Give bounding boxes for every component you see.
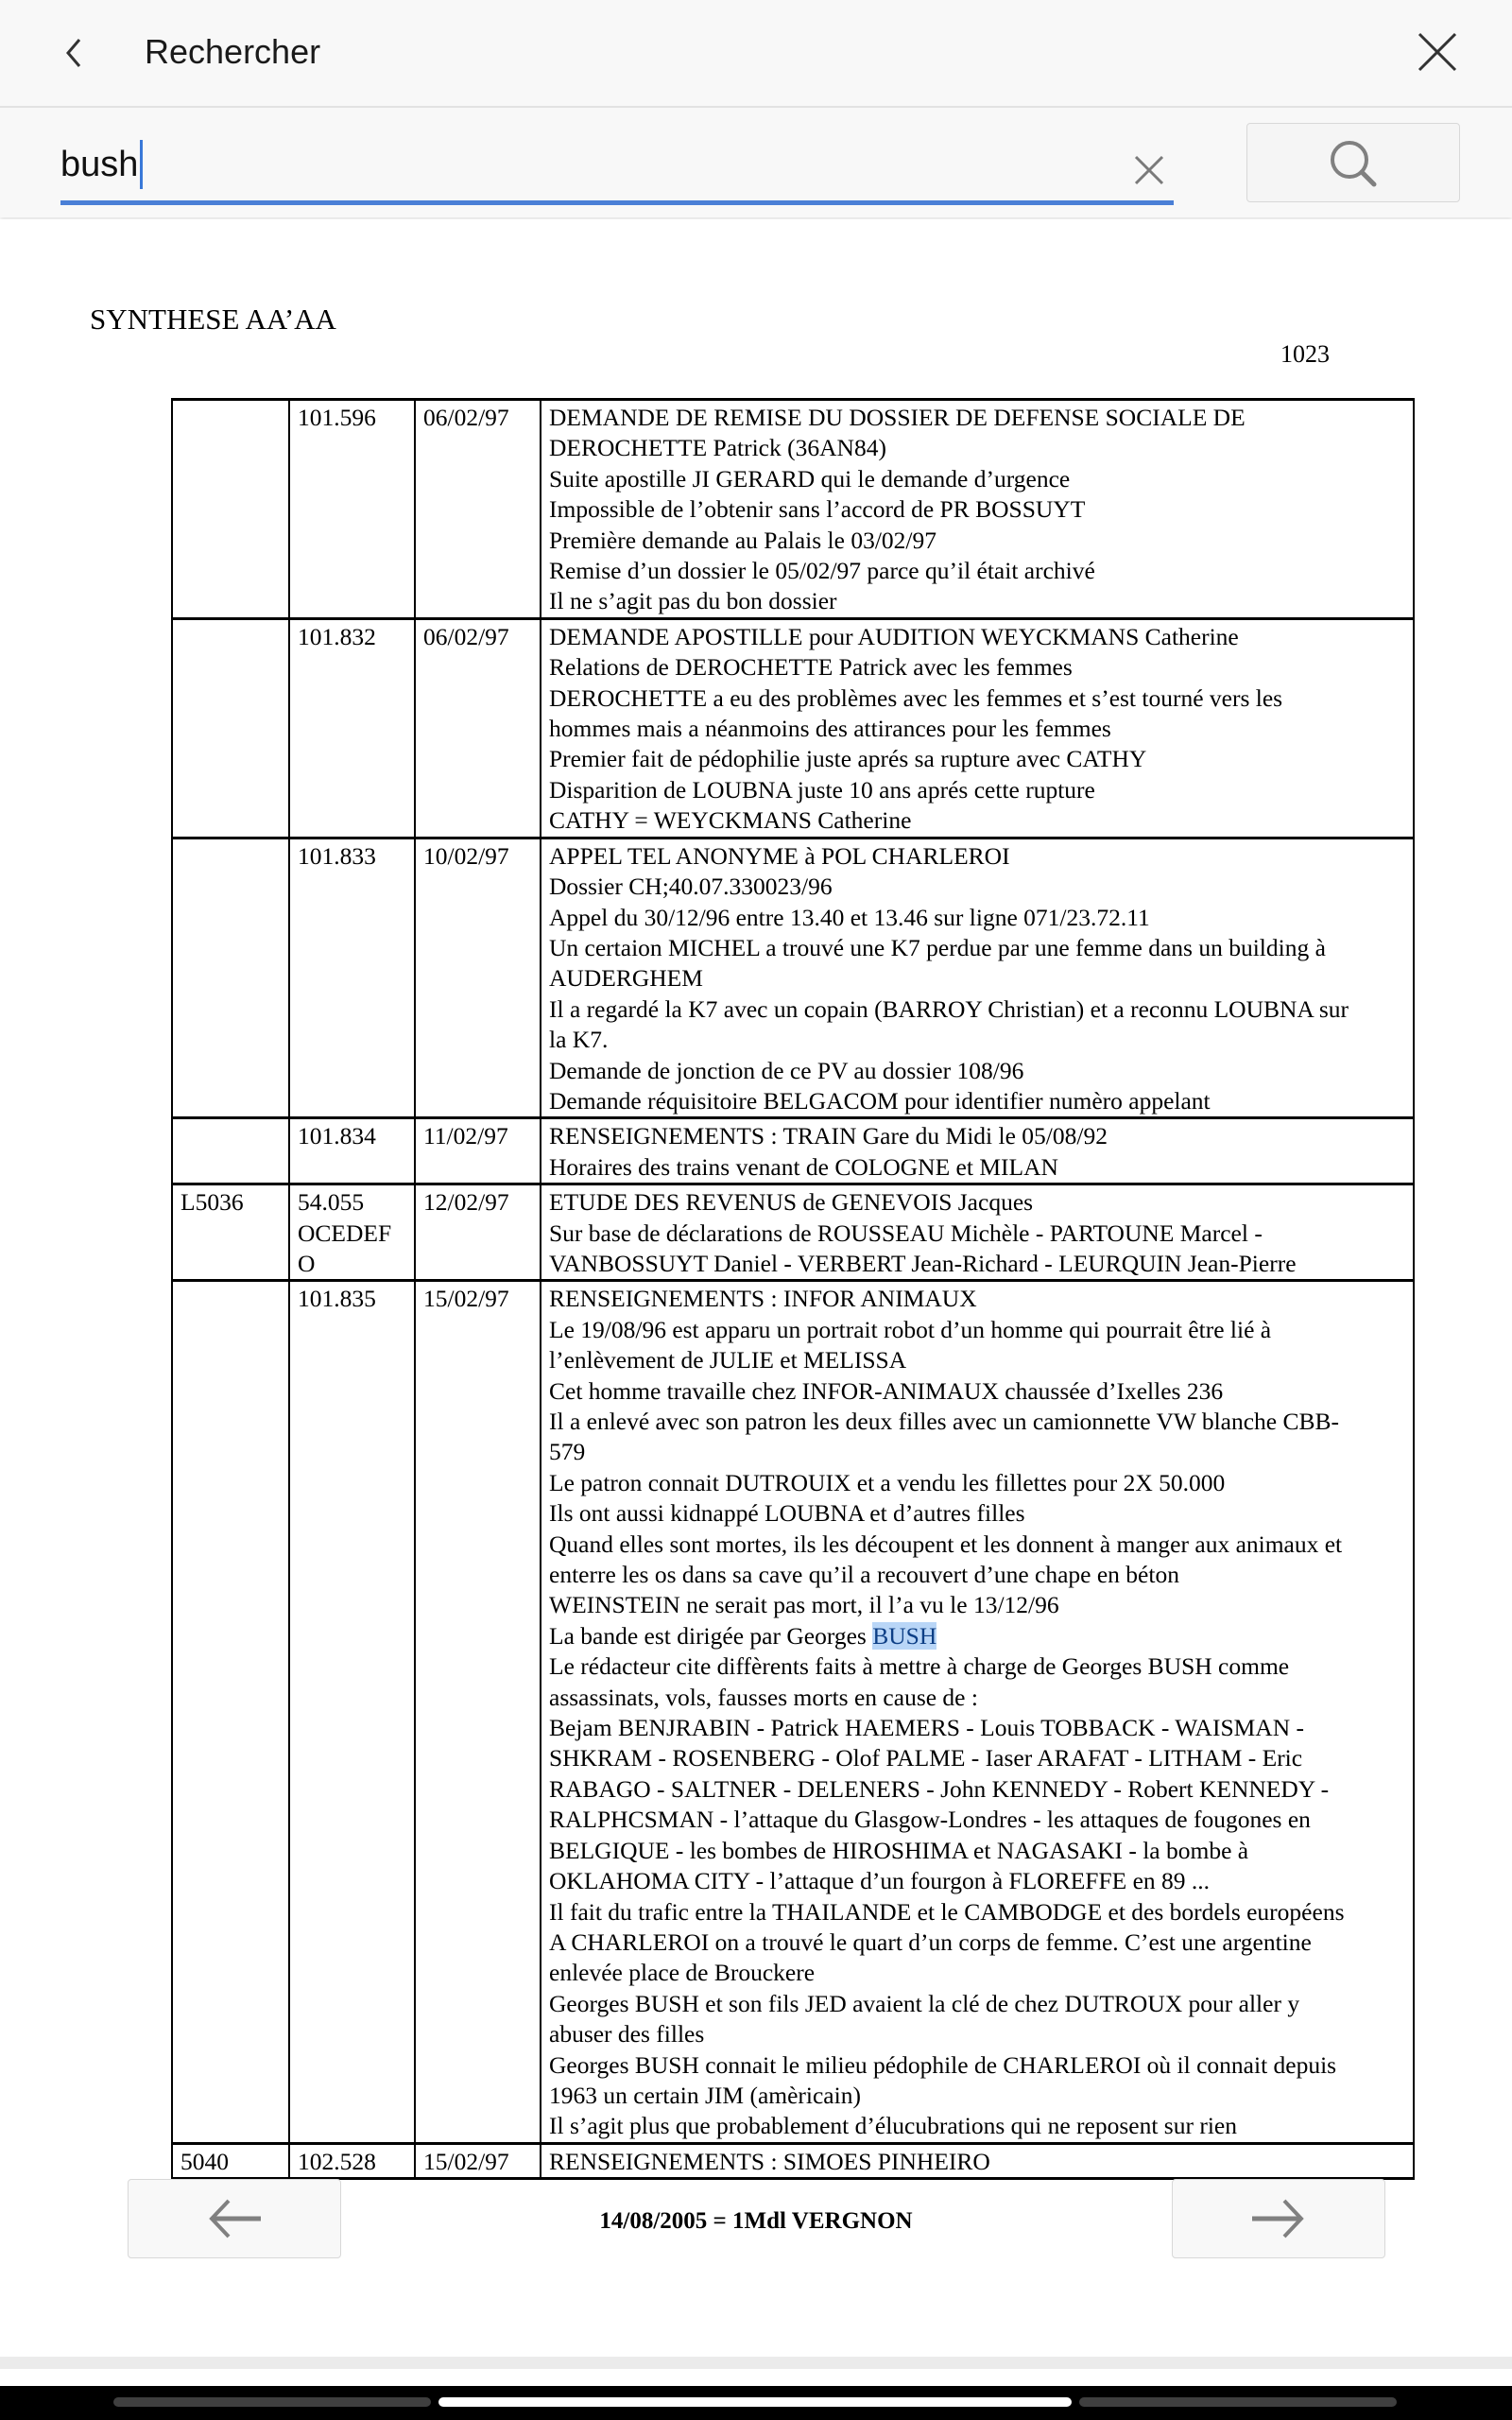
date-value: 15/02/97 [423, 1285, 509, 1313]
description-line: Impossible de l’obtenir sans l’accord de PR BOSSUYT [549, 495, 1086, 524]
description-line: Remise d’un dossier le 05/02/97 parce qu’il était archivé [549, 557, 1095, 585]
description-line: WEINSTEIN ne serait pas mort, il l’a vu le 13/12/96 [549, 1591, 1059, 1619]
description-line: ETUDE DES REVENUS de GENEVOIS Jacques [549, 1188, 1034, 1217]
description-line: Il s’agit plus que probablement d’élucubrations qui ne reposent sur rien [549, 2112, 1237, 2140]
description-line: assassinats, vols, fausses morts en cause de : [549, 1683, 978, 1711]
pv-number: 101.835 [298, 1285, 376, 1313]
description-line: Demande réquisitoire BELGACOM pour identifier numèro appelant [549, 1086, 1211, 1115]
pv-number: OCEDEF [298, 1219, 392, 1247]
horizontal-scrollbar[interactable] [0, 2357, 1512, 2369]
date-cell [415, 838, 541, 1118]
system-nav-segment-right[interactable] [1079, 2397, 1397, 2407]
description-line: La bande est dirigée par Georges BUSH [549, 1621, 937, 1650]
date-value: 15/02/97 [423, 2147, 509, 2175]
description-cell [541, 1118, 1414, 1184]
description-line: Il ne s’agit pas du bon dossier [549, 587, 837, 615]
description-line: enterre les os dans sa cave qu’il a recouvert d’une chape en béton [549, 1561, 1179, 1589]
pv-table [171, 398, 1415, 2180]
description-line: 579 [549, 1438, 586, 1466]
table-row [172, 1118, 1414, 1184]
description-line: Horaires des trains venant de COLOGNE et MILAN [549, 1152, 1058, 1181]
date-cell [415, 2143, 541, 2178]
description-cell [541, 1184, 1414, 1281]
description-line: RENSEIGNEMENTS : SIMOES PINHEIRO [549, 2147, 990, 2175]
description-line: RENSEIGNEMENTS : TRAIN Gare du Midi le 05/08/92 [549, 1122, 1108, 1150]
document-title: SYNTHESE AA’AA [90, 302, 336, 336]
description-line: DEROCHETTE Patrick (36AN84) [549, 434, 886, 462]
footer-note: 14/08/2005 = 1Mdl VERGNON [599, 2208, 913, 2234]
description-cell [541, 618, 1414, 838]
pv-number-cell [289, 400, 415, 619]
search-icon [1327, 137, 1380, 190]
pv-number: 101.833 [298, 841, 376, 870]
description-line: RABAGO - SALTNER - DELENERS - John KENNEDY - Robert KENNEDY - [549, 1774, 1330, 1803]
table-row [172, 1184, 1414, 1281]
date-cell [415, 1281, 541, 2143]
date-cell [415, 1184, 541, 1281]
search-submit-button[interactable] [1246, 123, 1460, 202]
description-line: DEMANDE DE REMISE DU DOSSIER DE DEFENSE SOCIALE DE [549, 404, 1246, 431]
pv-number-cell [289, 1118, 415, 1184]
description-cell [541, 2143, 1414, 2178]
date-value: 12/02/97 [423, 1188, 509, 1217]
description-line: SHKRAM - ROSENBERG - Olof PALME - Iaser ARAFAT - LITHAM - Eric [549, 1744, 1303, 1772]
ref-cell [172, 1118, 289, 1184]
close-icon [1408, 25, 1465, 81]
description-line: OKLAHOMA CITY - l’attaque d’un fourgon à FLOREFFE en 89 ... [549, 1867, 1211, 1895]
page-number: 1023 [1280, 340, 1330, 368]
description-line: Il a enlevé avec son patron les deux filles avec un camionnette VW blanche CBB- [549, 1408, 1340, 1435]
clear-icon [1132, 153, 1166, 187]
pv-number-cell [289, 618, 415, 838]
description-cell [541, 400, 1414, 619]
chevron-left-icon [47, 26, 100, 79]
description-line: Il fait du trafic entre la THAILANDE et le CAMBODGE et des bordels européens [549, 1897, 1345, 1926]
table-row [172, 2143, 1414, 2178]
pv-number-cell [289, 1281, 415, 2143]
description-line: Le 19/08/96 est apparu un portrait robot d’un homme qui pourrait être lié à [549, 1315, 1272, 1343]
description-line: Relations de DEROCHETTE Patrick avec les femmes [549, 653, 1073, 682]
pv-number-cell [289, 2143, 415, 2178]
pv-number: 101.834 [298, 1122, 376, 1150]
date-cell [415, 1118, 541, 1184]
ref-cell [172, 1281, 289, 2143]
description-line: RALPHCSMAN - l’attaque du Glasgow-Londres - les attaques de fougones en [549, 1806, 1311, 1834]
ref-cell [172, 400, 289, 619]
ref-value: L5036 [180, 1188, 244, 1217]
document-page [0, 219, 1512, 2352]
text-caret [140, 140, 143, 189]
description-line: Demande de jonction de ce PV au dossier 108/96 [549, 1056, 1024, 1084]
description-line: 1963 un certain JIM (amèricain) [549, 2081, 861, 2109]
system-nav-segment-left[interactable] [113, 2397, 431, 2407]
search-match-highlight: BUSH [872, 1621, 937, 1650]
search-input[interactable] [60, 138, 1081, 191]
description-line: VANBOSSUYT Daniel - VERBERT Jean-Richard - LEURQUIN Jean-Pierre [549, 1249, 1297, 1277]
table-row [172, 1281, 1414, 2143]
system-nav-home-handle[interactable] [438, 2397, 1072, 2407]
description-line: DEROCHETTE a eu des problèmes avec les femmes et s’est tourné vers les [549, 683, 1283, 712]
description-line: RENSEIGNEMENTS : INFOR ANIMAUX [549, 1285, 977, 1313]
date-cell [415, 400, 541, 619]
pv-number: 101.832 [298, 622, 376, 650]
description-line: Dossier CH;40.07.330023/96 [549, 873, 833, 901]
description-line: Le rédacteur cite diffèrents faits à mettre à charge de Georges BUSH comme [549, 1652, 1290, 1681]
search-bar [0, 108, 1512, 217]
description-line: Sur base de déclarations de ROUSSEAU Michèle - PARTOUNE Marcel - [549, 1219, 1263, 1247]
description-line: CATHY = WEYCKMANS Catherine [549, 806, 912, 835]
description-line: Bejam BENJRABIN - Patrick HAEMERS - Louis TOBBACK - WAISMAN - [549, 1714, 1305, 1742]
date-cell [415, 618, 541, 838]
description-line: abuser des filles [549, 2020, 705, 2048]
description-line: hommes mais a néanmoins des attirances pour les femmes [549, 715, 1111, 743]
ref-cell [172, 618, 289, 838]
pv-number: 102.528 [298, 2147, 376, 2175]
description-line: A CHARLEROI on a trouvé le quart d’un corps de femme. C’est une argentine [549, 1927, 1312, 1956]
system-navigation-bar [0, 2386, 1512, 2420]
back-button[interactable] [47, 26, 100, 79]
description-line: Un certaion MICHEL a trouvé une K7 perdue par une femme dans un building à [549, 933, 1326, 961]
next-result-button[interactable] [1172, 2179, 1385, 2258]
pv-number: 101.596 [298, 404, 376, 431]
search-field [60, 127, 1174, 206]
description-line: l’enlèvement de JULIE et MELISSA [549, 1346, 907, 1374]
date-value: 06/02/97 [423, 622, 509, 650]
date-value: 06/02/97 [423, 404, 509, 431]
table-row [172, 838, 1414, 1118]
description-line: Appel du 30/12/96 entre 13.40 et 13.46 sur ligne 071/23.72.11 [549, 903, 1150, 931]
description-line: Ils ont aussi kidnappé LOUBNA et d’autres filles [549, 1499, 1025, 1528]
description-line: Suite apostille JI GERARD qui le demande d’urgence [549, 464, 1071, 493]
clear-search-button[interactable] [1132, 153, 1166, 187]
description-line: Disparition de LOUBNA juste 10 ans aprés cette rupture [549, 775, 1095, 804]
date-value: 10/02/97 [423, 841, 509, 870]
description-cell [541, 838, 1414, 1118]
description-line: enlevée place de Brouckere [549, 1959, 816, 1987]
close-button[interactable] [1408, 25, 1465, 81]
description-line: Georges BUSH connait le milieu pédophile de CHARLEROI où il connait depuis [549, 2050, 1337, 2079]
description-line: la K7. [549, 1026, 609, 1054]
description-line: Il a regardé la K7 avec un copain (BARROY Christian) et a reconnu LOUBNA sur [549, 994, 1349, 1023]
ref-cell [172, 838, 289, 1118]
date-value: 11/02/97 [423, 1122, 508, 1150]
description-line: AUDERGHEM [549, 964, 703, 993]
table-row [172, 400, 1414, 619]
ref-cell [172, 1184, 289, 1281]
description-line: Quand elles sont mortes, ils les découpent et les donnent à manger aux animaux et [549, 1530, 1343, 1558]
description-line: Cet homme travaille chez INFOR-ANIMAUX chaussée d’Ixelles 236 [549, 1376, 1224, 1405]
page-title: Rechercher [145, 32, 321, 71]
description-line: Première demande au Palais le 03/02/97 [549, 526, 937, 554]
search-input-underline [60, 200, 1174, 205]
description-line: BELGIQUE - les bombes de HIROSHIMA et NAGASAKI - la bombe à [549, 1836, 1249, 1864]
description-line: Le patron connait DUTROUIX et a vendu les fillettes pour 2X 50.000 [549, 1468, 1226, 1496]
description-line: Premier fait de pédophilie juste aprés sa rupture avec CATHY [549, 745, 1147, 773]
table-row [172, 618, 1414, 838]
description-cell [541, 1281, 1414, 2143]
pv-number: O [298, 1249, 316, 1277]
ref-value: 5040 [180, 2147, 229, 2175]
description-line: DEMANDE APOSTILLE pour AUDITION WEYCKMANS Catherine [549, 622, 1239, 650]
top-app-bar [0, 0, 1512, 108]
arrow-right-icon [1248, 2197, 1309, 2240]
pv-number-cell [289, 1184, 415, 1281]
pv-number: 54.055 [298, 1188, 365, 1217]
ref-cell [172, 2143, 289, 2178]
pv-number-cell [289, 838, 415, 1118]
description-line: APPEL TEL ANONYME à POL CHARLEROI [549, 841, 1010, 870]
description-line: Georges BUSH et son fils JED avaient la clé de chez DUTROUX pour aller y [549, 1989, 1300, 2017]
